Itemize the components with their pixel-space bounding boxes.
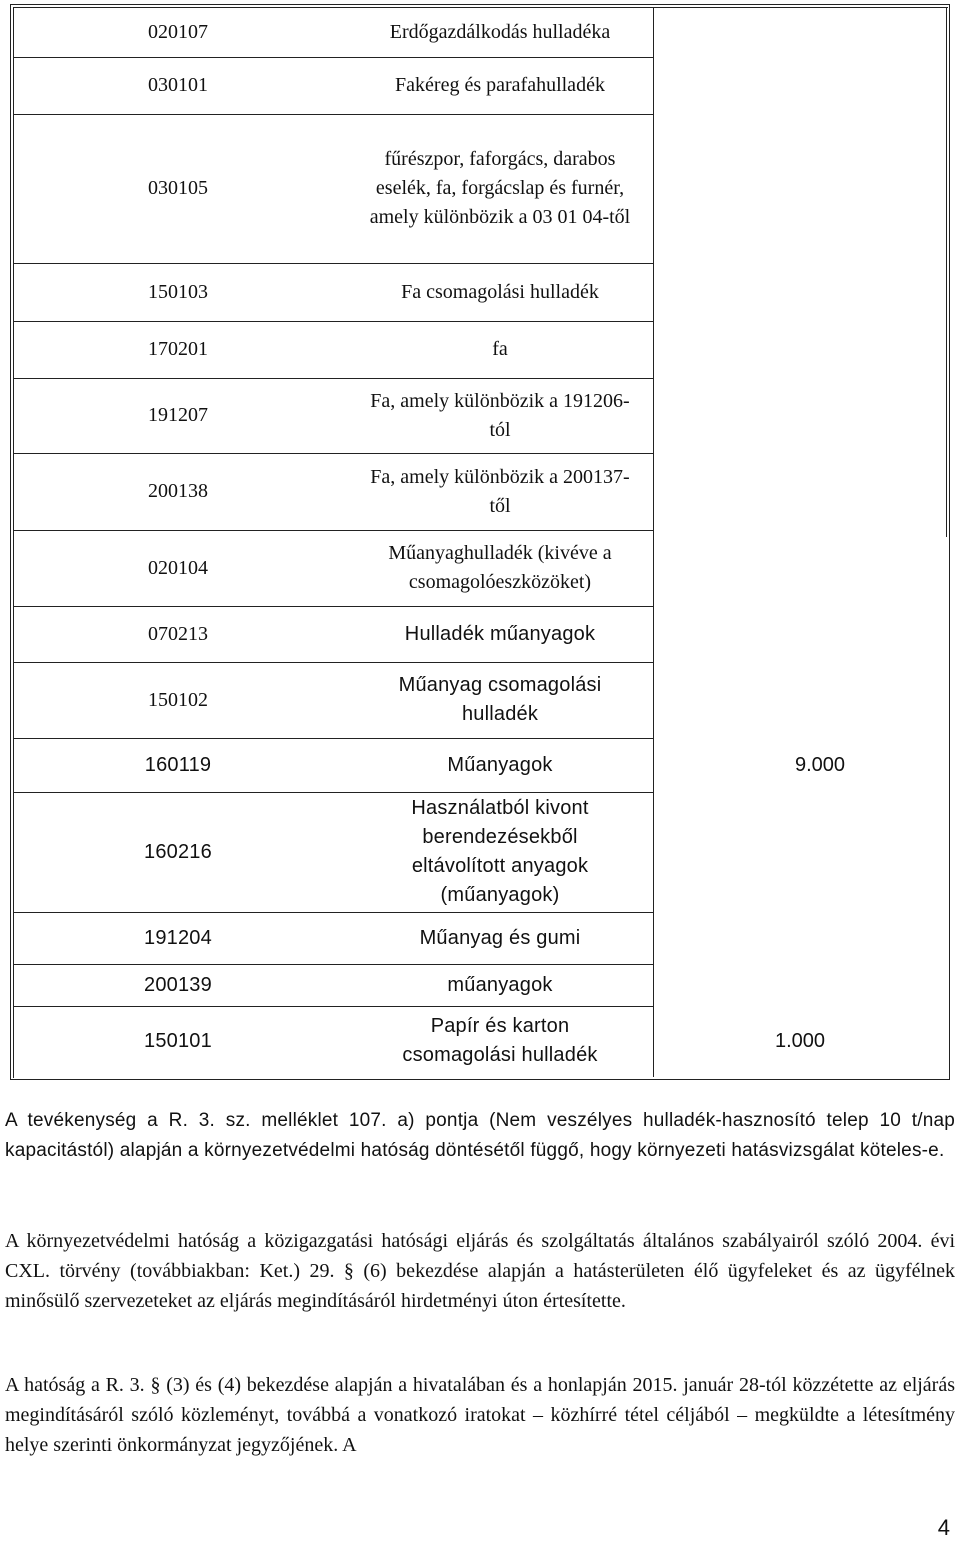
right-edge-line <box>946 7 947 537</box>
waste-code: 150102 <box>148 688 208 711</box>
waste-description: műanyagok <box>447 973 553 996</box>
body-paragraph: A tevékenység a R. 3. sz. melléklet 107. a) pontja (Nem veszélyes hulladék-hasznosító telep 10 t/nap kapacitástól) alapján a környezetvédelmi hatóság döntésétől függő, hogy környezeti hatásvizsgálat köteles-e. <box>5 1110 955 1161</box>
waste-description: Erdőgazdálkodás hulladéka <box>389 20 611 43</box>
column-divider <box>653 7 654 1077</box>
waste-code: 191207 <box>148 404 208 426</box>
page-number: 4 <box>937 1515 950 1540</box>
quantity-value: 9.000 <box>794 753 846 776</box>
waste-code: 170201 <box>148 338 208 360</box>
waste-code: 150101 <box>144 1029 212 1052</box>
waste-code: 200138 <box>148 480 208 502</box>
waste-code: 160119 <box>144 753 212 776</box>
waste-description: Papír és karton csomagolási hulladék <box>402 1015 598 1066</box>
waste-code: 030105 <box>148 177 208 199</box>
body-paragraph: A környezetvédelmi hatóság a közigazgatási hatósági eljárás és szolgáltatás általános szabályairól szóló 2004. évi CXL. törvény (továbbiakban: Ket.) 29. § (6) bekezdése alapján a hatásterületen élő ügyfeleket és az ügyfélnek minősülő szervezeteket az eljárás megindításáról hirdetményi úton értesítette. <box>5 1230 955 1312</box>
waste-description: Műanyag és gumi <box>419 926 581 949</box>
waste-description: fa <box>492 338 508 360</box>
waste-description: Műanyagok <box>447 753 553 776</box>
waste-code: 020104 <box>148 556 208 579</box>
waste-description: Használatból kivont berendezésekből eltávolított anyagok (műanyagok) <box>411 797 589 906</box>
waste-code: 160216 <box>144 840 212 863</box>
waste-description: Fa csomagolási hulladék <box>401 280 599 303</box>
waste-code: 200139 <box>144 973 212 996</box>
waste-code: 020107 <box>148 20 208 43</box>
waste-description: Műanyaghulladék (kivéve a csomagolóeszközöket) <box>388 542 612 593</box>
waste-code: 191204 <box>144 926 212 949</box>
waste-description: Fa, amely különbözik a 200137-től <box>370 465 630 517</box>
waste-code: 030101 <box>148 74 208 96</box>
waste-description: Műanyag csomagolási hulladék <box>398 674 602 725</box>
body-paragraph: A hatóság a R. 3. § (3) és (4) bekezdése alapján a hivatalában és a honlapján 2015. január 28-tól közzétette az eljárás megindításáról szóló közleményt, továbbá a vonatkozó iratokat – közhírré tétel céljából – megküldte a létesítmény helye szerinti önkormányzat jegyzőjének. A <box>5 1374 955 1456</box>
quantity-value: 1.000 <box>774 1029 826 1052</box>
waste-description: Fakéreg és parafahulladék <box>395 74 605 96</box>
waste-description: fűrészpor, faforgács, darabos eselék, fa, forgácslap és furnér, amely különbözik a 03 01 04-től <box>369 148 631 228</box>
waste-description: Fa, amely különbözik a 191206-tól <box>370 389 630 441</box>
waste-description: Hulladék műanyagok <box>404 622 596 645</box>
waste-code: 150103 <box>148 280 208 303</box>
waste-code: 070213 <box>148 622 208 645</box>
